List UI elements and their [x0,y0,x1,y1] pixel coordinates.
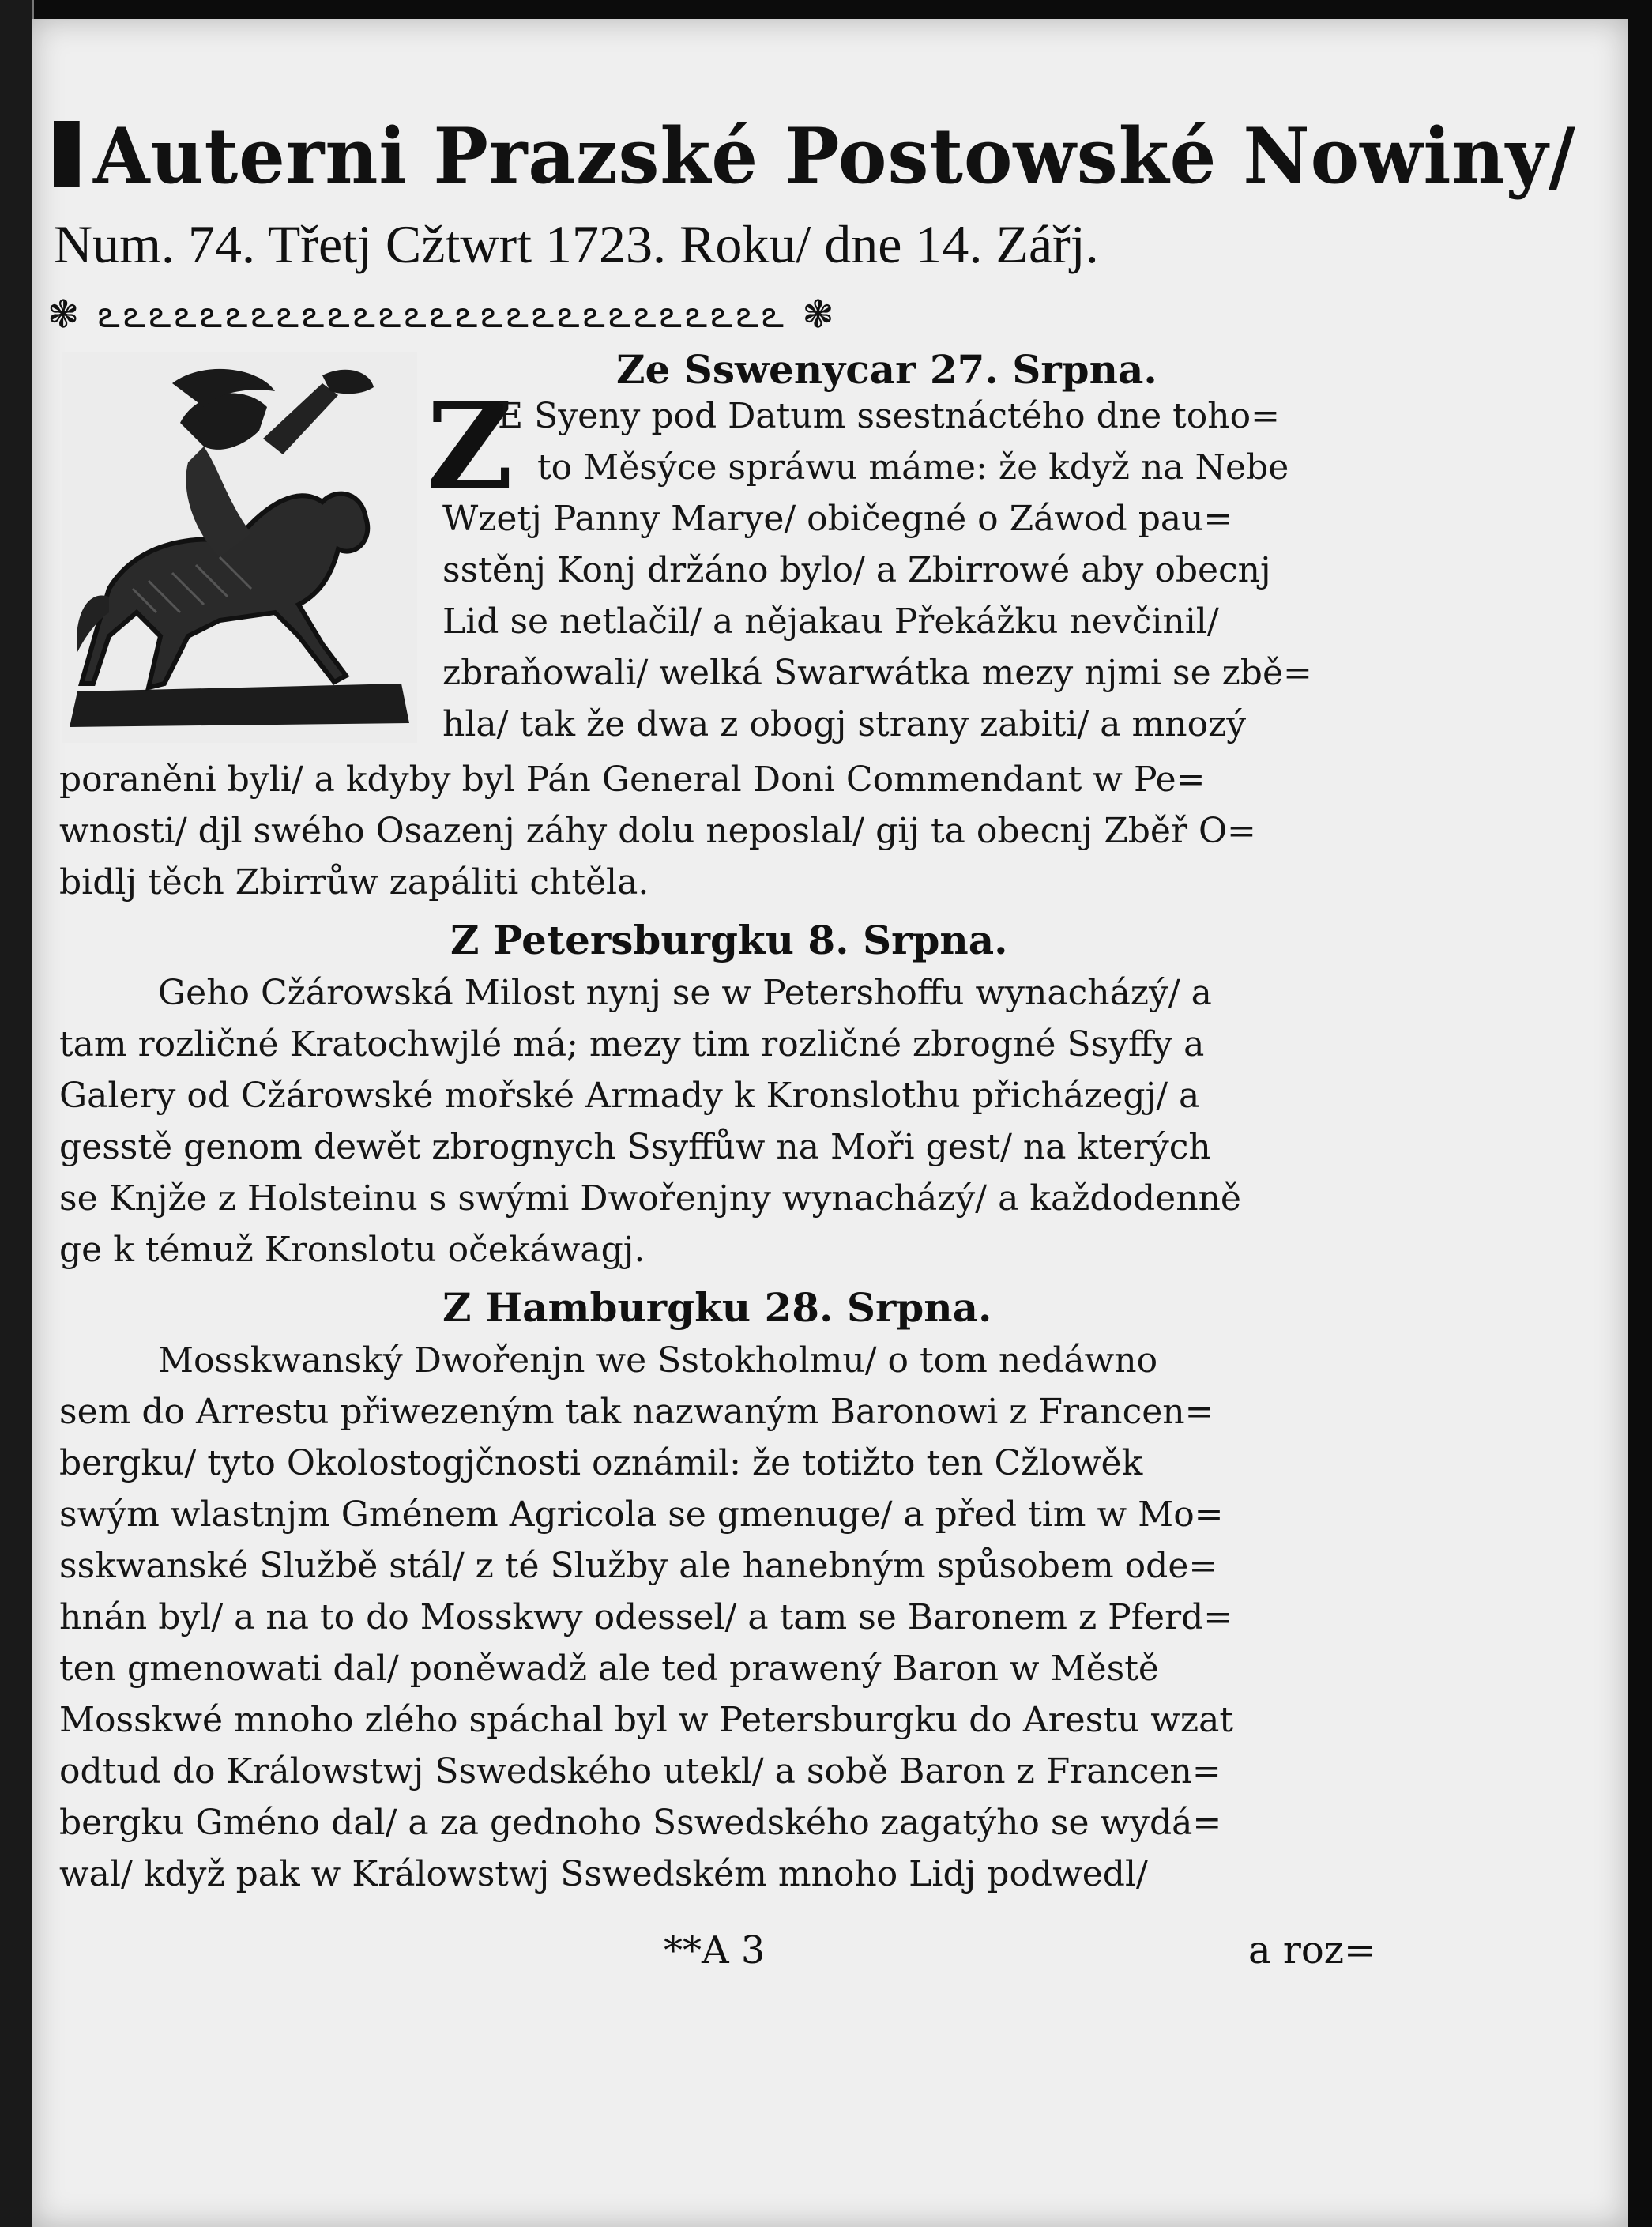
article-line: Mosskwé mnoho zlého spáchal byl w Petersburgku do Arestu wzat [59,1700,1234,1740]
article-line: bergku Gméno dal/ a za gednoho Sswedského zagatýho se wydá= [59,1803,1222,1843]
article-line: to Měsýce spráwu máme: že když na Nebe [537,447,1289,488]
article-heading-switzerland: Ze Sswenycar 27. Srpna. [616,346,1157,393]
article-line: se Knjže z Holsteinu s swými Dwořenjny wynacházý/ a každodenně [59,1178,1241,1219]
masthead-title-text: Auterni Prazské Postowské Nowiny/ [92,111,1576,201]
article-line: hla/ tak že dwa z obogj strany zabiti/ a mnozý [442,704,1247,744]
article-line: sstěnj Konj držáno bylo/ a Zbirrowé aby obecnj [442,550,1271,590]
pilcrow-mark [54,121,80,187]
article-heading-petersburg: Z Petersburgku 8. Srpna. [450,917,1008,963]
article-line: zbraňowali/ welká Swarwátka mezy njmi se zbě= [442,653,1312,693]
drop-cap: Z [427,377,514,516]
article-line: hnán byl/ a na to do Mosskwy odessel/ a tam se Baronem z Pferd= [59,1597,1233,1637]
article-line: ten gmenowati dal/ poněwadž ale ted prawený Baron w Městě [59,1649,1159,1689]
article-line: Lid se netlačil/ a nějakau Překážku nevčinil/ [442,601,1219,642]
masthead-title [54,111,1576,201]
article-line: Galery od Cžárowské mořské Armady k Kronslothu přicházegj/ a [59,1076,1200,1116]
article-line: Wzetj Panny Marye/ običegné o Záwod pau= [442,499,1233,539]
article-line: wnosti/ djl swého Osazenj záhy dolu neposlal/ gij ta obecnj Zběř O= [59,811,1256,851]
article-line: gesstě genom dewět zbrognych Ssyffůw na Moři gest/ na kterých [59,1127,1211,1167]
article-line: poraněni byli/ a kdyby byl Pán General Doni Commendant w Pe= [59,759,1206,800]
article-line: bergku/ tyto Okolostogjčnosti oznámil: že totižto ten Cžlowěk [59,1443,1143,1483]
article-line: Geho Cžárowská Milost nynj se w Petershoffu wynacházý/ a [158,973,1212,1013]
catchword: a roz= [1248,1928,1376,1973]
article-line: ge k témuž Kronslotu očekáwagj. [59,1230,645,1270]
issue-line: Num. 74. Třetj Cžtwrt 1723. Roku/ dne 14. Zářj. [54,214,1099,274]
book-spine [0,0,34,2227]
article-line: tam rozličné Kratochwjlé má; mezy tim rozličné zbrogné Ssyffy a [59,1024,1205,1065]
article-line: sem do Arrestu přiwezeným tak nazwaným Baronowi z Francen= [59,1392,1214,1432]
article-heading-hamburg: Z Hamburgku 28. Srpna. [442,1284,992,1331]
post-rider-woodcut [62,352,417,743]
ornamental-border: ❃ ఽఽఽఽఽఽఽఽఽఽఽఽఽఽఽఽఽఽఽఽఽఽఽఽఽఽఽ ❃ [47,292,837,337]
article-line: bidlj těch Zbirrůw zapáliti chtěla. [59,862,649,902]
article-line: wal/ když pak w Králowstwj Sswedském mnoho Lidj podwedl/ [59,1854,1148,1894]
article-line: E Syeny pod Datum ssestnáctého dne toho= [498,396,1280,436]
article-line: swým wlastnjm Gménem Agricola se gmenuge/ a před tim w Mo= [59,1494,1224,1535]
signature-mark: **A 3 [664,1928,766,1973]
article-line: Mosskwanský Dwořenjn we Sstokholmu/ o tom nedáwno [158,1340,1158,1381]
article-line: sskwanské Službě stál/ z té Služby ale hanebným spůsobem ode= [59,1546,1218,1586]
article-line: odtud do Králowstwj Sswedského utekl/ a sobě Baron z Francen= [59,1751,1221,1792]
